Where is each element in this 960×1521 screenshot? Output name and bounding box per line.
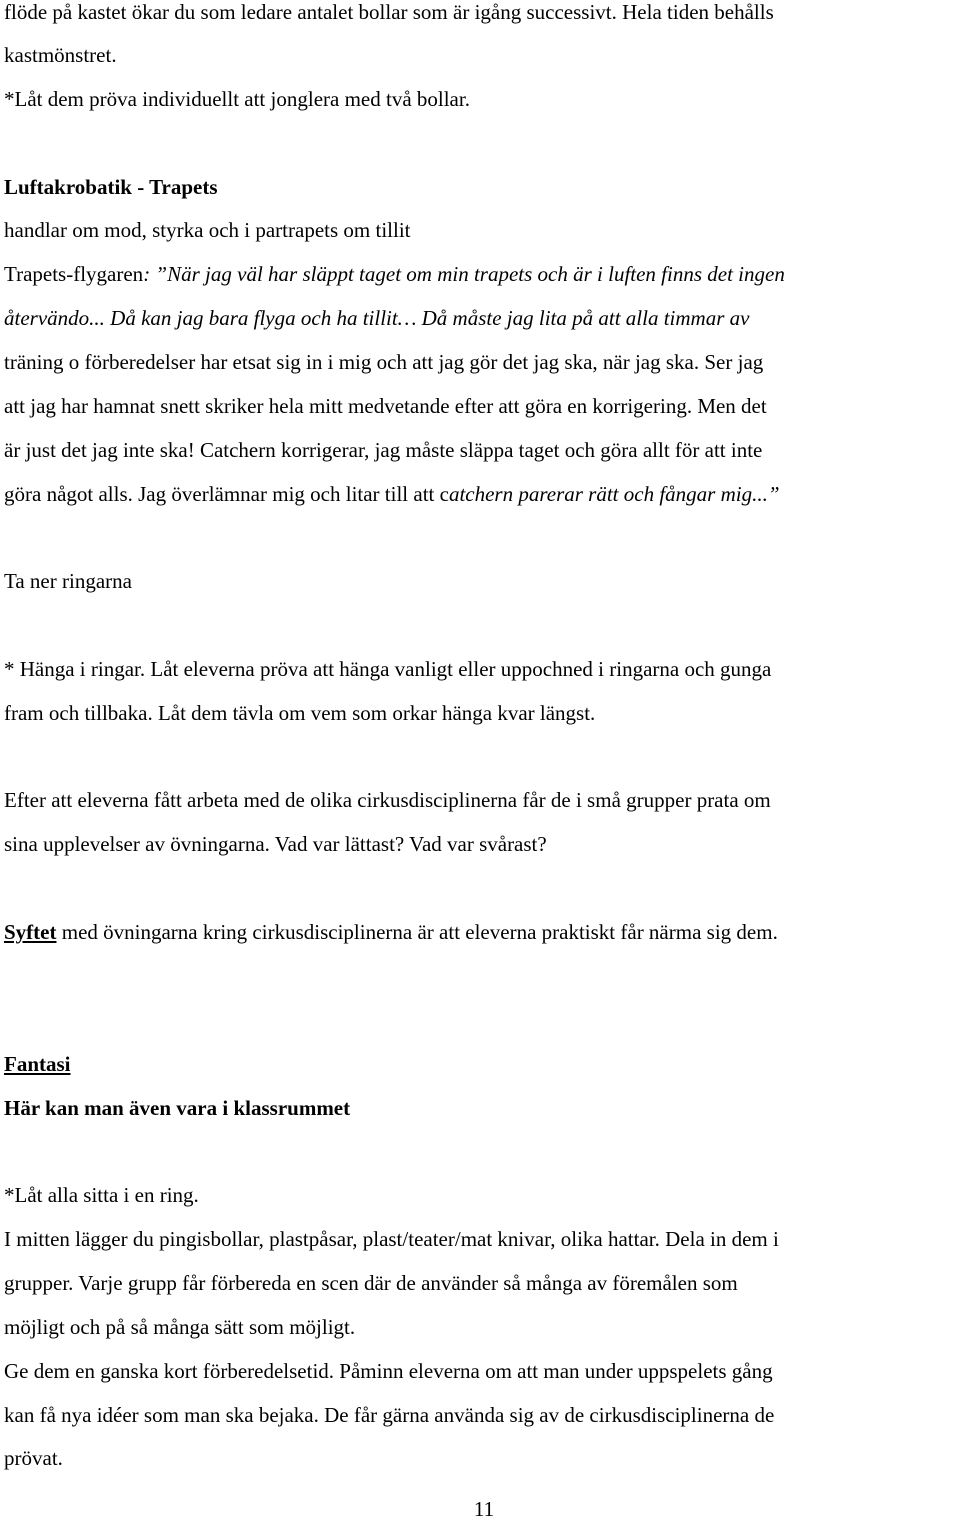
- syfte-label: Syftet: [4, 920, 57, 944]
- fantasi-heading: Fantasi: [4, 1052, 71, 1076]
- ringar-line-1: * Hänga i ringar. Låt eleverna pröva att hänga vanligt eller uppochned i ringarna och gunga: [4, 657, 772, 681]
- fantasi-line-7: prövat.: [4, 1446, 63, 1470]
- trapets-quote-end-plain: göra något alls. Jag överlämnar mig och litar till att c: [4, 482, 449, 506]
- trapets-quote-line-6: [4, 482, 780, 506]
- trapets-quote-line-3: träning o förberedelser har etsat sig in i mig och att jag gör det jag ska, när jag ska. Ser jag: [4, 350, 764, 374]
- trapets-quote-end-italic: atchern parerar rätt och fångar mig...”: [448, 482, 780, 506]
- fantasi-subheading: Här kan man även vara i klassrummet: [4, 1096, 351, 1120]
- syfte-paragraph: [4, 920, 778, 944]
- summary-line-2: sina upplevelser av övningarna. Vad var lättast? Vad var svårast?: [4, 832, 547, 856]
- fantasi-line-1: *Låt alla sitta i en ring.: [4, 1183, 199, 1207]
- trapets-subheading: handlar om mod, styrka och i partrapets om tillit: [4, 218, 411, 242]
- fantasi-line-4: möjligt och på så många sätt som möjligt.: [4, 1315, 356, 1339]
- fantasi-line-3: grupper. Varje grupp får förbereda en scen där de använder så många av föremålen som: [4, 1271, 738, 1295]
- trapets-quote-start: : ”När jag väl har släppt taget om min trapets och är i luften finns det ingen: [143, 262, 785, 286]
- intro-line-2: kastmönstret.: [4, 43, 117, 67]
- trapets-quote-line-4: att jag har hamnat snett skriker hela mitt medvetande efter att göra en korrigering. Men det: [4, 394, 767, 418]
- summary-line-1: Efter att eleverna fått arbeta med de olika cirkusdisciplinerna får de i små grupper prata om: [4, 788, 771, 812]
- page-number: 11: [473, 1497, 495, 1521]
- fantasi-line-6: kan få nya idéer som man ska bejaka. De får gärna använda sig av de cirkusdisciplinerna de: [4, 1403, 775, 1427]
- intro-line-3: *Låt dem pröva individuellt att jonglera med två bollar.: [4, 87, 470, 111]
- ringar-line-2: fram och tillbaka. Låt dem tävla om vem som orkar hänga kvar längst.: [4, 701, 596, 725]
- fantasi-line-5: Ge dem en ganska kort förberedelsetid. Påminn eleverna om att man under uppspelets gång: [4, 1359, 773, 1383]
- intro-line-1: flöde på kastet ökar du som ledare antalet bollar som är igång successivt. Hela tiden behålls: [4, 0, 774, 24]
- trapets-heading: Luftakrobatik - Trapets: [4, 175, 218, 199]
- trapets-quote-line-2: återvändo... Då kan jag bara flyga och ha tillit… Då måste jag lita på att alla timmar av: [4, 306, 750, 330]
- ringar-heading: Ta ner ringarna: [4, 569, 132, 593]
- trapets-quote-line-5: är just det jag inte ska! Catchern korrigerar, jag måste släppa taget och göra allt för att inte: [4, 438, 763, 462]
- trapets-speaker: Trapets-flygaren: [4, 262, 144, 286]
- trapets-quote-line-1: [4, 262, 785, 286]
- fantasi-line-2: I mitten lägger du pingisbollar, plastpåsar, plast/teater/mat knivar, olika hattar. Dela in dem i: [4, 1227, 779, 1251]
- syfte-text: med övningarna kring cirkusdisciplinerna är att eleverna praktiskt får närma sig dem.: [56, 920, 778, 944]
